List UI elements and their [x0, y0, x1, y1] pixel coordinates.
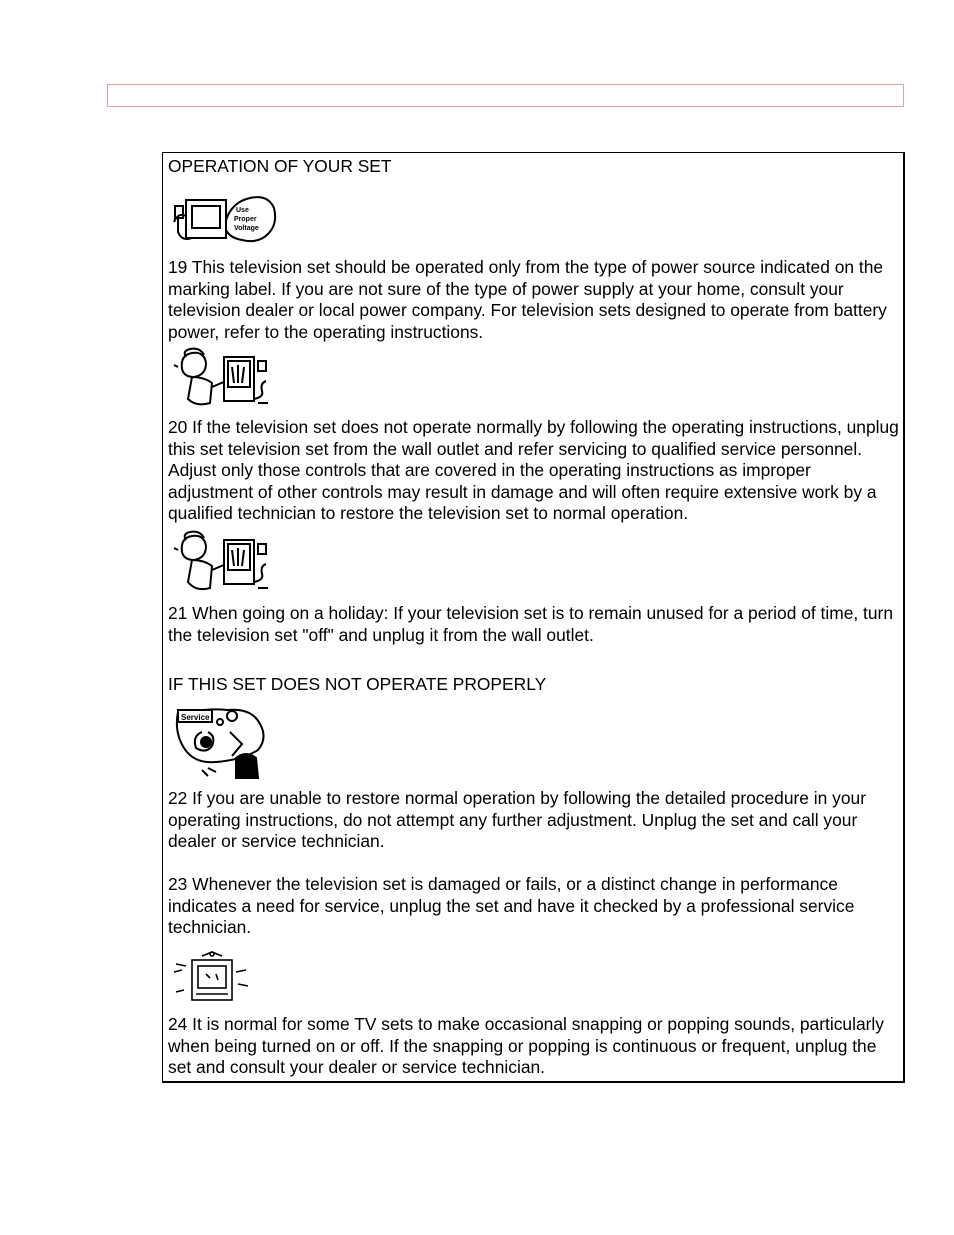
service-illustration	[172, 702, 268, 780]
item-23-text: 23 Whenever the television set is damaged or fails, or a distinct change in performance indicates a need for service, unplug the set and have it checked by a professional service technician.	[168, 874, 855, 938]
item-21-text: 21 When going on a holiday: If your television set is to remain unused for a period of time, turn the television set "off" and unplug it from the wall outlet.	[168, 603, 894, 645]
item-22-text: 22 If you are unable to restore normal operation by following the detailed procedure in your operating instructions, do not attempt any further adjustment. Unplug the set and call your dealer or service technician.	[168, 788, 866, 852]
item-19-text: 19 This television set should be operated only from the type of power source indicated on the marking label. If you are not sure of the type of power supply at your home, consult your television dealer or local power company. For television sets designed to operate from battery power, refer to the operating instructions.	[168, 257, 887, 342]
snapping-tv-illustration	[172, 950, 256, 1006]
voltage-label-line-1: Use	[236, 207, 249, 214]
section-heading-operation: OPERATION OF YOUR SET	[168, 156, 392, 176]
unplug-illustration	[172, 347, 272, 411]
item-20-text: 20 If the television set does not operate normally by following the operating instructions, unplug this set television set from the wall outlet and refer servicing to qualified service personnel. Adjust only those controls that are covered in the operating instructions as improper adjustment of other controls may result in damage and will often require extensive work by a qualified technician to restore the television set to normal operation.	[168, 417, 899, 524]
item-24-text: 24 It is normal for some TV sets to make occasional snapping or popping sounds, particularly when being turned on or off. If the snapping or popping is continuous or frequent, unplug the set and consult your dealer or service technician.	[168, 1014, 884, 1078]
voltage-label-line-3: Voltage	[234, 225, 259, 232]
header-bar	[107, 84, 904, 107]
voltage-label-line-2: Proper	[234, 216, 257, 223]
proper-voltage-illustration	[172, 192, 278, 248]
section-heading-not-operate: IF THIS SET DOES NOT OPERATE PROPERLY	[168, 674, 547, 694]
holiday-unplug-illustration	[172, 530, 272, 596]
service-bubble-label: Service	[181, 713, 210, 722]
